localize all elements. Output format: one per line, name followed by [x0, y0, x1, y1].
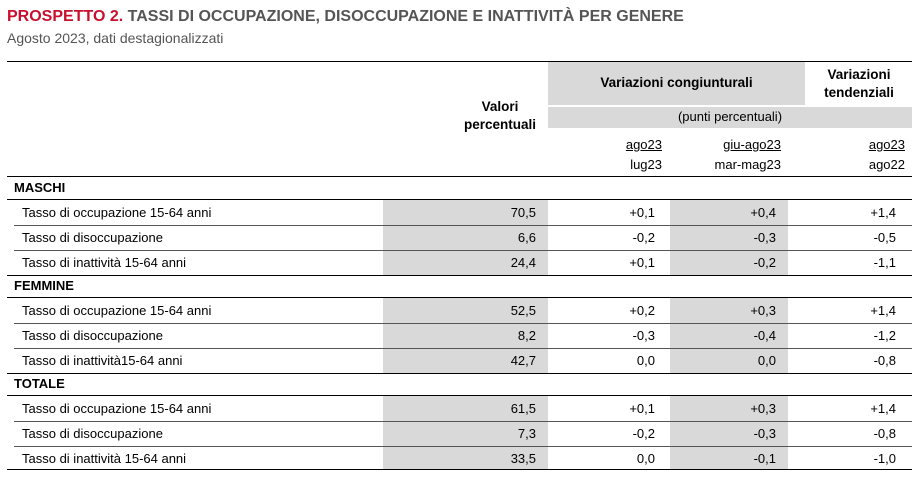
row-label: Tasso di disoccupazione	[22, 230, 163, 245]
row-label: Tasso di disoccupazione	[22, 328, 163, 343]
title-lead: PROSPETTO 2.	[7, 8, 124, 25]
row-c1: +0,1	[629, 255, 655, 270]
row-c2: -0,2	[753, 255, 776, 270]
row-c2: 0,0	[757, 353, 776, 368]
row-c1: -0,3	[632, 328, 655, 343]
rule-row	[14, 421, 912, 422]
row-c3: -0,8	[873, 426, 896, 441]
row-c1: +0,1	[629, 401, 655, 416]
row-label: Tasso di occupazione 15-64 anni	[22, 401, 212, 416]
rule-header-bottom	[7, 176, 912, 177]
row-value: 6,6	[517, 230, 536, 245]
section-femmine: FEMMINE	[14, 278, 74, 293]
header-var-tend: Variazioni tendenziali	[824, 67, 894, 100]
title-rest: TASSI DI OCCUPAZIONE, DISOCCUPAZIONE E INATTIVITÀ PER GENERE	[127, 8, 684, 25]
row-value: 61,5	[510, 401, 536, 416]
header-unit: (punti percentuali)	[677, 109, 783, 124]
row-c2: -0,1	[753, 451, 776, 466]
row-c2: +0,3	[750, 303, 776, 318]
header-c3-bot: ago22	[868, 157, 905, 172]
rule-top	[7, 61, 912, 62]
row-c1: -0,2	[632, 230, 655, 245]
rule-bottom	[7, 469, 912, 470]
row-c1: +0,1	[629, 205, 655, 220]
row-c2: -0,3	[753, 426, 776, 441]
row-c1: -0,2	[632, 426, 655, 441]
row-c2: +0,4	[750, 205, 776, 220]
row-c1: +0,2	[629, 303, 655, 318]
rule-row	[14, 348, 912, 349]
header-c2-top: giu-ago23	[723, 137, 781, 152]
rule-row	[14, 225, 912, 226]
row-c3: +1,4	[870, 401, 896, 416]
row-value: 7,3	[517, 426, 536, 441]
page-subtitle: Agosto 2023, dati destagionalizzati	[7, 30, 224, 46]
section-maschi: MASCHI	[14, 180, 66, 195]
header-valori: Valori percentuali	[463, 99, 537, 132]
rule-section-end	[7, 373, 912, 374]
row-value: 33,5	[510, 451, 536, 466]
row-value: 24,4	[510, 255, 536, 270]
row-c2: -0,4	[753, 328, 776, 343]
row-c3: -0,8	[873, 353, 896, 368]
row-value: 42,7	[510, 353, 536, 368]
row-c3: -1,1	[873, 255, 896, 270]
row-c2: -0,3	[753, 230, 776, 245]
header-var-cong: Variazioni congiunturali	[600, 75, 753, 90]
row-label: Tasso di disoccupazione	[22, 426, 163, 441]
rule-section-end	[7, 275, 912, 276]
row-c3: -0,5	[873, 230, 896, 245]
row-c2: +0,3	[750, 401, 776, 416]
row-c3: +1,4	[870, 205, 896, 220]
row-value: 70,5	[510, 205, 536, 220]
row-value: 8,2	[517, 328, 536, 343]
row-c3: -1,0	[873, 451, 896, 466]
row-label: Tasso di occupazione 15-64 anni	[22, 303, 212, 318]
row-label: Tasso di inattività 15-64 anni	[22, 451, 187, 466]
header-c3-top: ago23	[868, 137, 905, 152]
row-c3: +1,4	[870, 303, 896, 318]
section-totale: TOTALE	[14, 376, 65, 391]
row-c1: 0,0	[636, 353, 655, 368]
row-c3: -1,2	[873, 328, 896, 343]
rule-row	[14, 323, 912, 324]
row-c1: 0,0	[636, 451, 655, 466]
rule-row	[14, 250, 912, 251]
row-value: 52,5	[510, 303, 536, 318]
row-label: Tasso di inattività 15-64 anni	[22, 255, 187, 270]
row-label: Tasso di occupazione 15-64 anni	[22, 205, 212, 220]
header-c1-bot: lug23	[630, 157, 662, 172]
page-title	[7, 8, 684, 26]
rule-row	[14, 446, 912, 447]
row-label: Tasso di inattività15-64 anni	[22, 353, 183, 368]
header-c1-top: ago23	[625, 137, 662, 152]
header-c2-bot: mar-mag23	[714, 157, 781, 172]
